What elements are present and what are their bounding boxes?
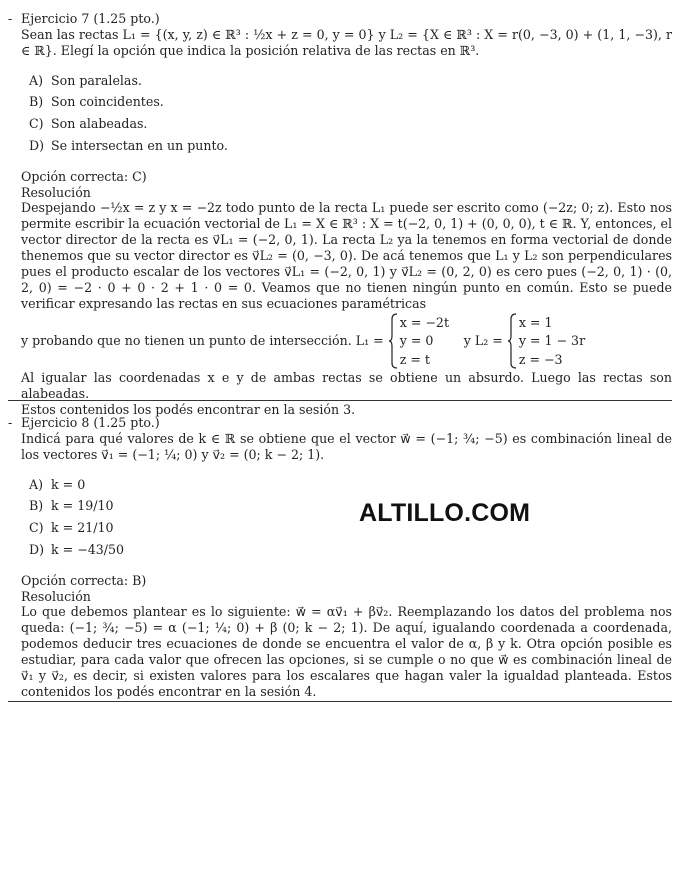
- option-text: Son paralelas.: [51, 72, 142, 88]
- parametric-systems: [21, 313, 672, 369]
- conclusion-text: Al igualar las coordenadas x e y de ambas rectas se obtiene un absurdo. Luego las rectas son alabeadas.: [21, 370, 672, 402]
- exercise-7-options: [29, 70, 672, 157]
- option-a: [29, 474, 672, 496]
- option-b: [29, 91, 672, 113]
- option-text: k = 21/10: [51, 520, 114, 536]
- left-brace-icon: [388, 313, 398, 369]
- exercise-8-options: [29, 474, 672, 561]
- option-letter: C): [29, 520, 44, 536]
- option-letter: D): [29, 137, 45, 153]
- option-letter: D): [29, 541, 45, 557]
- watermark-logo: ALTILLO.COM: [359, 499, 531, 527]
- exercise-7-statement: Sean las rectas L₁ = {(x, y, z) ∈ ℝ³ : ½x + z = 0, y = 0} y L₂ = {X ∈ ℝ³ : X = r(0, −3, 0) + (1, 1, −3), r ∈ ℝ}. Elegí la opción que indica la posición relativa de las rectas en ℝ³.: [21, 27, 672, 58]
- option-letter: A): [29, 72, 44, 88]
- session-reference: Estos contenidos los podés encontrar en la sesión 3.: [21, 402, 356, 418]
- exercise-7-title: Ejercicio 7 (1.25 pto.): [21, 11, 160, 26]
- option-text: k = 19/10: [51, 498, 114, 514]
- option-letter: B): [29, 94, 44, 110]
- correct-option: Opción correcta: C): [21, 168, 147, 184]
- option-d: [29, 135, 672, 157]
- exercise-7: [8, 11, 672, 418]
- exercise-8-title: Ejercicio 8 (1.25 pto.): [21, 415, 160, 430]
- equation: y = 0: [399, 333, 434, 349]
- option-text: k = 0: [51, 476, 86, 492]
- option-d: [29, 539, 672, 561]
- system-l1: [400, 314, 464, 370]
- system-l2: [519, 314, 585, 370]
- resolution-label: Resolución: [21, 184, 91, 200]
- correct-option: Opción correcta: B): [21, 572, 147, 588]
- system-mid: y L₂ =: [463, 333, 503, 349]
- resolution-text: Despejando −½x = z y x = −2z todo punto de la recta L₁ puede ser escrito como (−2z; 0; z). Esto nos permite escribir la ecuación vectorial de L₁ = X ∈ ℝ³ : X = t(−2, 0, 1) + (0, 0, 0), t ∈ ℝ. Y, entonces, el vector director de la recta es v⃗L₁ = (−2, 0, 1). La recta L₂ ya la tenemos en forma vectorial de donde thenemos que su vector director es v⃗L₂ = (0, −3, 0). De acá tenemos que L₁ y L₂ son perpendiculares pues el producto escalar de los vectores v⃗L₁ = (−2, 0, 1) y v⃗L₂ = (0, 2, 0) es cero pues (−2, 0, 1) · (0, 2, 0) = −2 · 0 + 0 · 2 + 1 · 0 = 0. Veamos que no tienen ningún punto en común. Esto se puede verificar expresando las rectas en sus ecuaciones paramétricas: [21, 200, 672, 312]
- exercise-8-answer: [21, 573, 672, 701]
- equation: z = −3: [518, 351, 563, 367]
- resolution-label: Resolución: [21, 588, 91, 604]
- system-intro: y probando que no tienen un punto de intersección. L₁ =: [21, 333, 384, 349]
- option-text: Se intersectan en un punto.: [51, 137, 228, 153]
- option-text: k = −43/50: [51, 541, 125, 557]
- exercise-7-header: [8, 11, 672, 27]
- bullet: -: [8, 415, 13, 430]
- separator-rule: [8, 400, 672, 401]
- option-c: [29, 517, 672, 539]
- left-brace-icon: [507, 313, 517, 369]
- option-text: Son alabeadas.: [51, 116, 148, 132]
- equation: x = −2t: [399, 314, 450, 330]
- equation: z = t: [399, 351, 430, 367]
- resolution-text: Lo que debemos plantear es lo siguiente: w⃗ = αv⃗₁ + βv⃗₂. Reemplazando los datos del problema nos queda: (−1; ¾; −5) = α (−1; ¼; 0) + β (0; k − 2; 1). De aquí, igualando coordenada a coordenada, podemos deducir tres ecuaciones de donde se encuentra el valor de α, β y k. Otra opción posible es estudiar, para cada valor que ofrecen las opciones, si se cumple o no que w⃗ es combinación lineal de v⃗₁ y v⃗₂, es decir, si existen valores para los escalares que hagan valer la igualdad planteada. Estos contenidos los podés encontrar en la sesión 4.: [21, 604, 672, 700]
- exercise-8-statement: Indicá para qué valores de k ∈ ℝ se obtiene que el vector w⃗ = (−1; ¾; −5) es combinación lineal de los vectores v⃗₁ = (−1; ¼; 0) y v⃗₂ = (0; k − 2; 1).: [21, 431, 672, 462]
- equation: y = 1 − 3r: [518, 333, 586, 349]
- option-c: [29, 113, 672, 135]
- option-a: [29, 70, 672, 92]
- exercise-8-header: [8, 415, 672, 431]
- separator-rule: [8, 701, 672, 702]
- option-b: [29, 495, 672, 517]
- bullet: -: [8, 11, 13, 26]
- exercise-7-answer: [21, 169, 672, 419]
- option-text: Son coincidentes.: [51, 94, 164, 110]
- option-letter: A): [29, 476, 44, 492]
- equation: x = 1: [518, 314, 553, 330]
- option-letter: C): [29, 116, 44, 132]
- option-letter: B): [29, 498, 44, 514]
- exercise-8: [8, 415, 672, 700]
